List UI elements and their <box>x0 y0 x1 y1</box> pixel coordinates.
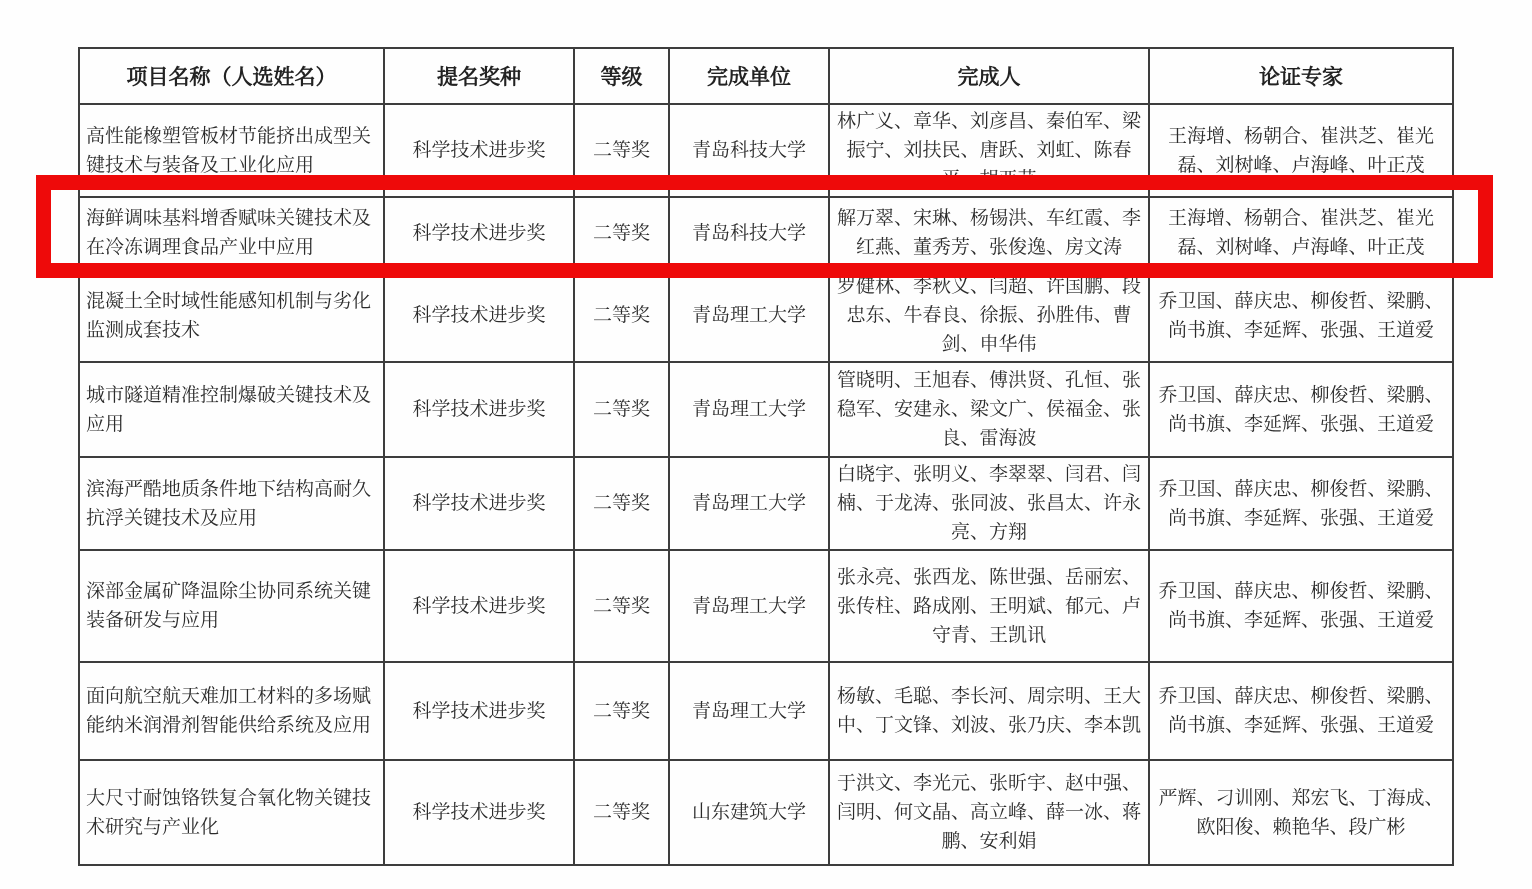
cell-completers: 罗健林、李秋义、闫超、许国鹏、段忠东、牛春良、徐振、孙胜伟、曹剑、申华伟 <box>829 269 1149 362</box>
cell-experts: 乔卫国、薛庆忠、柳俊哲、梁鹏、尚书旗、李延辉、张强、王道爱 <box>1149 269 1453 362</box>
table-row <box>79 197 1453 269</box>
cell-unit: 青岛科技大学 <box>669 104 829 197</box>
cell-experts: 乔卫国、薛庆忠、柳俊哲、梁鹏、尚书旗、李延辉、张强、王道爱 <box>1149 457 1453 550</box>
cell-award: 科学技术进步奖 <box>384 269 574 362</box>
cell-award: 科学技术进步奖 <box>384 197 574 269</box>
cell-award: 科学技术进步奖 <box>384 550 574 662</box>
cell-grade: 二等奖 <box>574 197 669 269</box>
cell-experts: 王海增、杨朝合、崔洪芝、崔光磊、刘树峰、卢海峰、叶正茂 <box>1149 104 1453 197</box>
cell-experts: 乔卫国、薛庆忠、柳俊哲、梁鹏、尚书旗、李延辉、张强、王道爱 <box>1149 662 1453 760</box>
cell-unit: 青岛理工大学 <box>669 662 829 760</box>
cell-award: 科学技术进步奖 <box>384 104 574 197</box>
cell-award: 科学技术进步奖 <box>384 662 574 760</box>
cell-project: 大尺寸耐蚀铬铁复合氧化物关键技术研究与产业化 <box>79 760 384 865</box>
table-row <box>79 269 1453 362</box>
cell-completers: 张永亮、张西龙、陈世强、岳丽宏、张传柱、路成刚、王明斌、郁元、卢守青、王凯讯 <box>829 550 1149 662</box>
header-project-name: 项目名称（人选姓名） <box>79 48 384 104</box>
table-row <box>79 362 1453 457</box>
cell-completers: 解万翠、宋琳、杨锡洪、车红霞、李红燕、董秀芳、张俊逸、房文涛 <box>829 197 1149 269</box>
cell-project: 城市隧道精准控制爆破关键技术及应用 <box>79 362 384 457</box>
cell-completers: 管晓明、王旭春、傅洪贤、孔恒、张稳军、安建永、梁文广、侯福金、张良、雷海波 <box>829 362 1149 457</box>
cell-completers: 于洪文、李光元、张昕宇、赵中强、闫明、何文晶、高立峰、薛一冰、蒋鹏、安利娟 <box>829 760 1149 865</box>
cell-project: 混凝土全时域性能感知机制与劣化监测成套技术 <box>79 269 384 362</box>
header-verification-experts: 论证专家 <box>1149 48 1453 104</box>
header-award-type: 提名奖种 <box>384 48 574 104</box>
cell-project: 高性能橡塑管板材节能挤出成型关键技术与装备及工业化应用 <box>79 104 384 197</box>
cell-unit: 青岛理工大学 <box>669 362 829 457</box>
cell-grade: 二等奖 <box>574 269 669 362</box>
header-grade: 等级 <box>574 48 669 104</box>
cell-grade: 二等奖 <box>574 104 669 197</box>
cell-unit: 青岛理工大学 <box>669 269 829 362</box>
cell-grade: 二等奖 <box>574 457 669 550</box>
cell-award: 科学技术进步奖 <box>384 362 574 457</box>
cell-grade: 二等奖 <box>574 662 669 760</box>
cell-project: 面向航空航天难加工材料的多场赋能纳米润滑剂智能供给系统及应用 <box>79 662 384 760</box>
cell-experts: 乔卫国、薛庆忠、柳俊哲、梁鹏、尚书旗、李延辉、张强、王道爱 <box>1149 362 1453 457</box>
header-completing-unit: 完成单位 <box>669 48 829 104</box>
award-table <box>78 47 1454 866</box>
table-row <box>79 662 1453 760</box>
cell-project: 深部金属矿降温除尘协同系统关键装备研发与应用 <box>79 550 384 662</box>
cell-award: 科学技术进步奖 <box>384 457 574 550</box>
cell-experts: 乔卫国、薛庆忠、柳俊哲、梁鹏、尚书旗、李延辉、张强、王道爱 <box>1149 550 1453 662</box>
cell-completers: 杨敏、毛聪、李长河、周宗明、王大中、丁文锋、刘波、张乃庆、李本凯 <box>829 662 1149 760</box>
cell-unit: 山东建筑大学 <box>669 760 829 865</box>
cell-completers: 白晓宇、张明义、李翠翠、闫君、闫楠、于龙涛、张同波、张昌太、许永亮、方翔 <box>829 457 1149 550</box>
cell-experts: 严辉、刁训刚、郑宏飞、丁海成、欧阳俊、赖艳华、段广彬 <box>1149 760 1453 865</box>
cell-unit: 青岛理工大学 <box>669 457 829 550</box>
cell-completers: 林广义、章华、刘彦昌、秦伯军、梁振宁、刘扶民、唐跃、刘虹、陈春平、胡亚芸 <box>829 104 1149 197</box>
header-completers: 完成人 <box>829 48 1149 104</box>
table-row <box>79 760 1453 865</box>
cell-project: 滨海严酷地质条件地下结构高耐久抗浮关键技术及应用 <box>79 457 384 550</box>
cell-award: 科学技术进步奖 <box>384 760 574 865</box>
cell-project: 海鲜调味基料增香赋味关键技术及在冷冻调理食品产业中应用 <box>79 197 384 269</box>
cell-unit: 青岛科技大学 <box>669 197 829 269</box>
table-row <box>79 550 1453 662</box>
table-row <box>79 104 1453 197</box>
cell-grade: 二等奖 <box>574 760 669 865</box>
cell-grade: 二等奖 <box>574 362 669 457</box>
table-row <box>79 457 1453 550</box>
table-header-row <box>79 48 1453 104</box>
cell-unit: 青岛理工大学 <box>669 550 829 662</box>
cell-grade: 二等奖 <box>574 550 669 662</box>
cell-experts: 王海增、杨朝合、崔洪芝、崔光磊、刘树峰、卢海峰、叶正茂 <box>1149 197 1453 269</box>
